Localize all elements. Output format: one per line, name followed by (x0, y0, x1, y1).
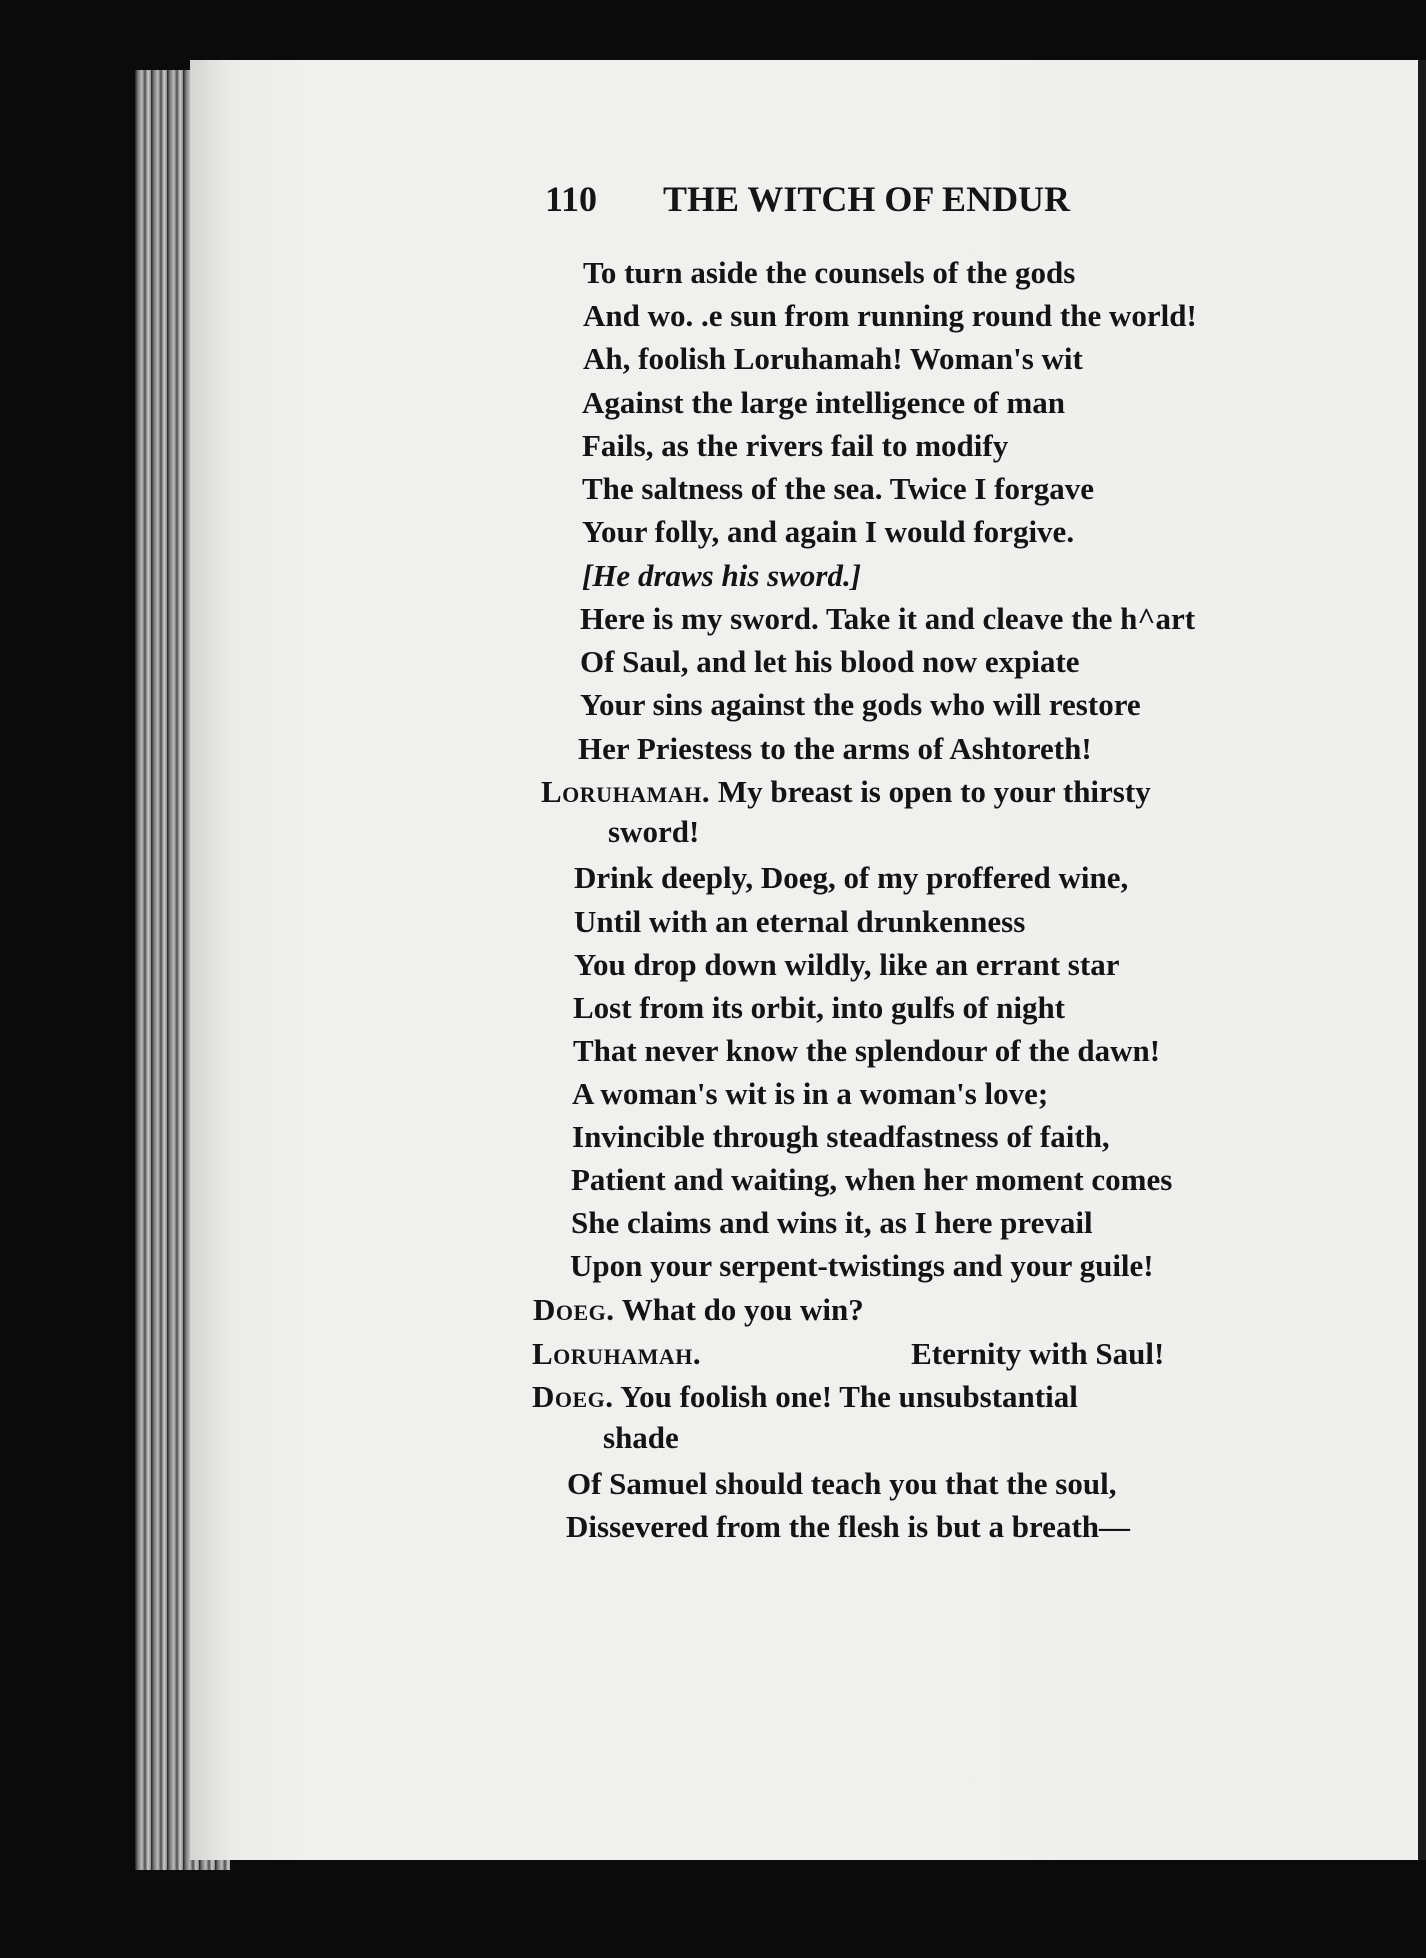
verse-line: You drop down wildly, like an errant star (574, 947, 1120, 982)
running-title: THE WITCH OF ENDUR (663, 179, 1071, 219)
verse-line: She claims and wins it, as I here prevail (571, 1205, 1093, 1240)
verse-line: Patient and waiting, when her moment comes (571, 1162, 1173, 1197)
speech-text: You foolish one! The unsubstantial (620, 1379, 1078, 1414)
page-edge (1418, 60, 1426, 1860)
speech-line (532, 1381, 1078, 1412)
page-number: 110 (545, 179, 598, 219)
speaker-name: Doeg. (533, 1292, 615, 1327)
stage-direction: [He draws his sword.] (582, 558, 862, 593)
speech-line (541, 776, 1151, 807)
verse-line: A woman's wit is in a woman's love; (572, 1076, 1049, 1111)
verse-line: Her Priestess to the arms of Ashtoreth! (578, 731, 1092, 766)
verse-line: That never know the splendour of the dawn! (573, 1033, 1161, 1068)
verse-line: Invincible through steadfastness of faith, (572, 1119, 1110, 1154)
verse-line: Drink deeply, Doeg, of my proffered wine, (574, 860, 1129, 895)
verse-line: Dissevered from the flesh is but a breath— (566, 1509, 1131, 1544)
speech-line (532, 1338, 1164, 1369)
verse-line: To turn aside the counsels of the gods (583, 255, 1076, 290)
speech-text: My breast is open to your thirsty (717, 774, 1151, 809)
verse-line: Of Samuel should teach you that the soul, (567, 1466, 1117, 1501)
speech-text: What do you win? (621, 1292, 864, 1327)
verse-line: Your sins against the gods who will restore (580, 687, 1141, 722)
verse-line: Lost from its orbit, into gulfs of night (573, 990, 1066, 1025)
verse-line: The saltness of the sea. Twice I forgave (582, 471, 1095, 506)
verse-line: Against the large intelligence of man (582, 385, 1066, 420)
verse-line: Fails, as the rivers fail to modify (582, 428, 1009, 463)
speaker-name: Doeg. (532, 1379, 614, 1414)
verse-line: sword! (608, 814, 700, 849)
verse-line: shade (603, 1420, 679, 1455)
speech-text: Eternity with Saul! (911, 1336, 1165, 1371)
speaker-name: Loruhamah. (541, 774, 711, 809)
verse-line: And wo. .e sun from running round the world! (583, 298, 1197, 333)
verse-line: Until with an eternal drunkenness (574, 904, 1026, 939)
verse-line: Upon your serpent-twistings and your guile! (570, 1248, 1154, 1283)
verse-line: Your folly, and again I would forgive. (582, 514, 1075, 549)
speech-line (533, 1294, 864, 1325)
page-header (545, 178, 1070, 220)
speaker-name: Loruhamah. (532, 1336, 702, 1371)
verse-line: Ah, foolish Loruhamah! Woman's wit (583, 341, 1083, 376)
verse-line: Of Saul, and let his blood now expiate (580, 644, 1080, 679)
verse-line: Here is my sword. Take it and cleave the h^art (580, 601, 1196, 636)
